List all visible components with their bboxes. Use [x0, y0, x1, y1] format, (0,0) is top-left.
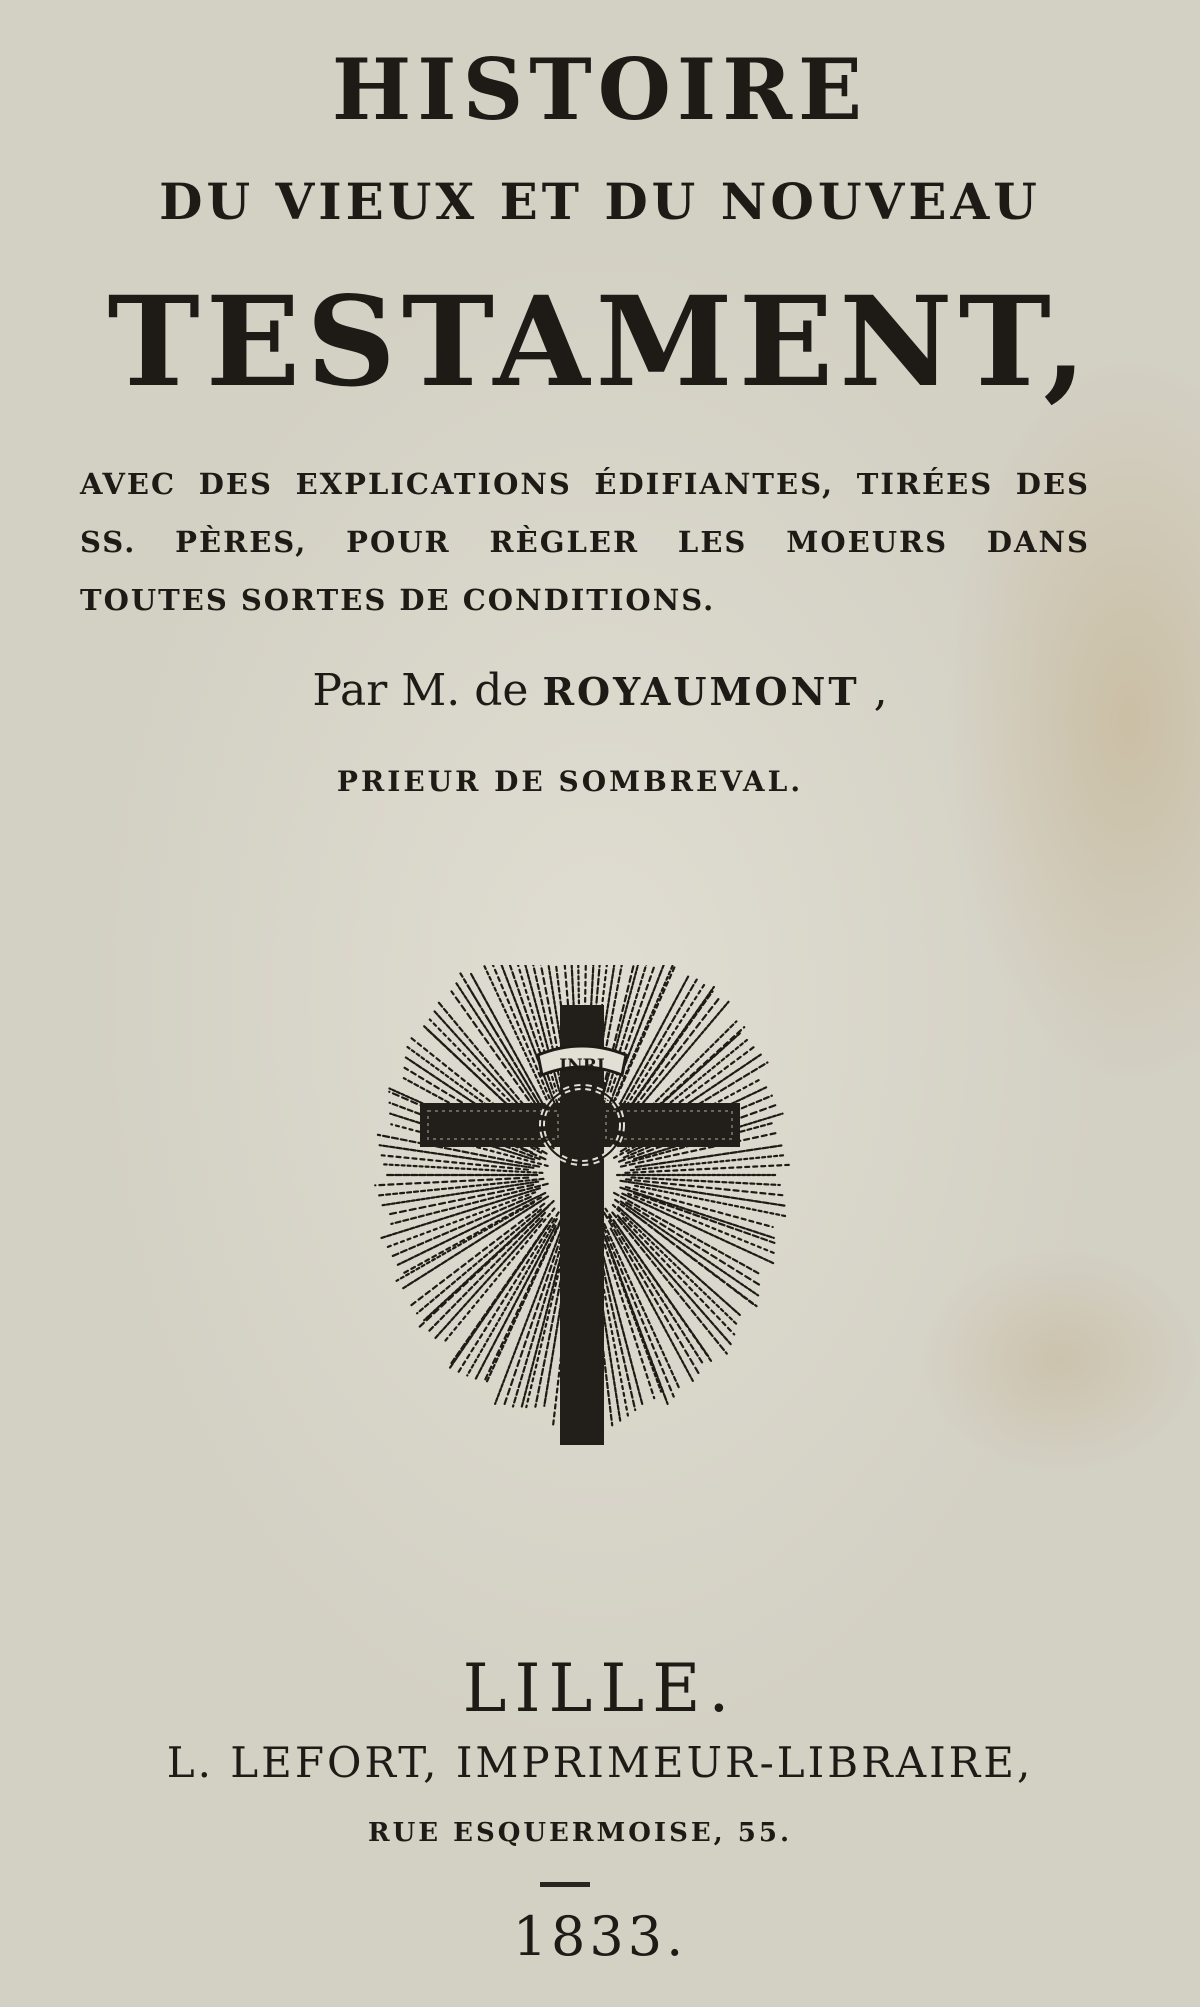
place: LILLE.	[462, 1650, 738, 1727]
emblem-ray	[627, 1209, 755, 1305]
title-histoire: HISTOIRE	[331, 40, 869, 139]
author-prefix: Par M. de	[312, 665, 529, 716]
emblem-ray	[486, 1219, 562, 1384]
subtitle: AVEC DES EXPLICATIONS ÉDIFIANTES, TIRÉES DES SS. PÈRES, POUR RÈGLER LES MOEURS DANS TOUTES SORTES DE CONDITIONS.	[80, 467, 1090, 617]
author-line	[0, 665, 1200, 716]
title-vieux-nouveau: DU VIEUX ET DU NOUVEAU	[159, 172, 1041, 231]
cross-with-rays-icon	[370, 965, 790, 1465]
emblem-ray	[383, 1182, 538, 1206]
author-suffix: ,	[873, 665, 888, 716]
emblem-ray	[495, 1230, 561, 1404]
address: RUE ESQUERMOISE, 55.	[367, 1818, 792, 1848]
year: 1833.	[512, 1905, 688, 1968]
emblem-ray	[609, 1217, 704, 1365]
author-name: ROYAUMONT	[542, 669, 860, 714]
emblem-ray	[622, 1194, 774, 1264]
publisher: L. LEFORT, IMPRIMEUR-LIBRAIRE,	[166, 1738, 1034, 1787]
author-title: PRIEUR DE SOMBREVAL.	[336, 765, 804, 798]
emblem-ray	[628, 1194, 775, 1254]
emblem-ray	[397, 1203, 534, 1281]
inri-inscription: INRI	[559, 1056, 605, 1076]
title-testament: TESTAMENT,	[107, 270, 1093, 415]
emblem-ray	[614, 1193, 760, 1274]
emblem-ray	[375, 1178, 528, 1186]
divider	[540, 1882, 590, 1887]
